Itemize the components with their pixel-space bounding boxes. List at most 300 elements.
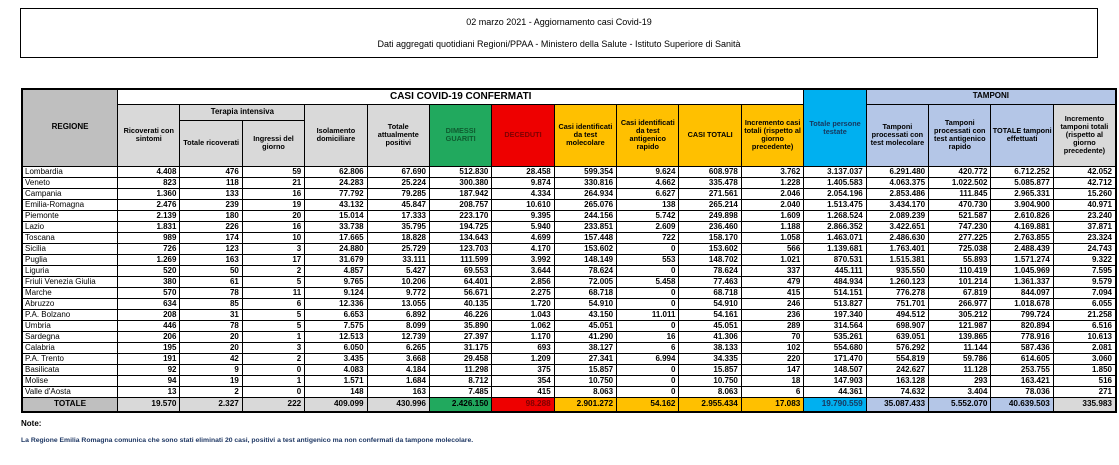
table-row: [22, 254, 1116, 265]
total-incremento-casi: 17.083: [741, 397, 804, 412]
value-cell: 249.898: [679, 210, 741, 221]
value-cell: 2: [180, 386, 242, 397]
table-row: [22, 309, 1116, 320]
value-cell: 12.513: [305, 331, 367, 342]
value-cell: 45.051: [679, 320, 741, 331]
value-cell: 158.170: [679, 232, 741, 243]
value-cell: 20: [180, 342, 242, 353]
col-header-ricoverati: Ricoverati con sintomi: [118, 104, 180, 166]
value-cell: 4.857: [305, 265, 367, 276]
col-header-tamponi-totale: TOTALE tamponi effettuati: [991, 104, 1053, 166]
value-cell: 16: [242, 221, 304, 232]
total-tamponi-totale: 40.639.503: [991, 397, 1053, 412]
total-isolamento: 409.099: [305, 397, 367, 412]
value-cell: 55.893: [929, 254, 991, 265]
value-cell: 59.786: [929, 353, 991, 364]
value-cell: 67.690: [367, 166, 429, 177]
value-cell: 54.161: [679, 309, 741, 320]
value-cell: 123: [180, 243, 242, 254]
value-cell: 236.460: [679, 221, 741, 232]
value-cell: 174: [180, 232, 242, 243]
value-cell: 41.290: [554, 331, 616, 342]
value-cell: 163: [180, 254, 242, 265]
value-cell: 111.599: [429, 254, 491, 265]
value-cell: 153.602: [679, 243, 741, 254]
col-header-casi-antigenico: Casi identificati da test antigenico rapido: [617, 104, 679, 166]
value-cell: 271: [1053, 386, 1116, 397]
value-cell: 6.627: [617, 188, 679, 199]
value-cell: 1.831: [118, 221, 180, 232]
value-cell: 375: [492, 364, 554, 375]
value-cell: 102: [741, 342, 804, 353]
value-cell: 1.684: [367, 375, 429, 386]
value-cell: 148.149: [554, 254, 616, 265]
value-cell: 300.380: [429, 177, 491, 188]
value-cell: 3.992: [492, 254, 554, 265]
value-cell: 3.668: [367, 353, 429, 364]
col-header-incremento-tamponi: Incremento tamponi totali (rispetto al giorno precedente): [1053, 104, 1116, 166]
value-cell: 1.763.401: [866, 243, 928, 254]
value-cell: 46.226: [429, 309, 491, 320]
region-name: Basilicata: [22, 364, 118, 375]
value-cell: 27.397: [429, 331, 491, 342]
value-cell: 3.137.037: [804, 166, 866, 177]
value-cell: 68.718: [554, 287, 616, 298]
value-cell: 35.795: [367, 221, 429, 232]
value-cell: 1.720: [492, 298, 554, 309]
value-cell: 59: [242, 166, 304, 177]
value-cell: 554.819: [866, 353, 928, 364]
total-label: TOTALE: [22, 397, 118, 412]
table-row: [22, 188, 1116, 199]
value-cell: 446: [118, 320, 180, 331]
value-cell: 79.285: [367, 188, 429, 199]
value-cell: 24.283: [305, 177, 367, 188]
value-cell: 23.324: [1053, 232, 1116, 243]
value-cell: 31: [180, 309, 242, 320]
value-cell: 1.018.678: [991, 298, 1053, 309]
value-cell: 9.624: [617, 166, 679, 177]
note-text: La Regione Emilia Romagna comunica che sono stati eliminati 20 casi, positivi a test antigenico ma non confermati da tampone molecolare.: [21, 437, 474, 444]
value-cell: 6.050: [305, 342, 367, 353]
value-cell: 42.712: [1053, 177, 1116, 188]
value-cell: 236: [741, 309, 804, 320]
value-cell: 3.060: [1053, 353, 1116, 364]
table-row: [22, 210, 1116, 221]
value-cell: 693: [492, 342, 554, 353]
table-row: [22, 221, 1116, 232]
value-cell: 1.043: [492, 309, 554, 320]
value-cell: 253.755: [991, 364, 1053, 375]
value-cell: 2: [242, 353, 304, 364]
value-cell: 470.730: [929, 199, 991, 210]
value-cell: 74.632: [866, 386, 928, 397]
region-name: Valle d'Aosta: [22, 386, 118, 397]
value-cell: 12.336: [305, 298, 367, 309]
value-cell: 17.333: [367, 210, 429, 221]
value-cell: 2.856: [492, 276, 554, 287]
covid-data-table: [21, 88, 1117, 413]
value-cell: 271.561: [679, 188, 741, 199]
value-cell: 8.063: [554, 386, 616, 397]
value-cell: 77.792: [305, 188, 367, 199]
value-cell: 163.128: [866, 375, 928, 386]
value-cell: 1.228: [741, 177, 804, 188]
value-cell: 42: [180, 353, 242, 364]
col-header-ti-ingressi: Ingressi del giorno: [242, 120, 304, 166]
value-cell: 6: [242, 298, 304, 309]
value-cell: 21: [242, 177, 304, 188]
total-attualmente-positivi: 430.996: [367, 397, 429, 412]
value-cell: 1.269: [118, 254, 180, 265]
value-cell: 10.206: [367, 276, 429, 287]
table-row: [22, 375, 1116, 386]
col-header-tamponi-molecolare: Tamponi processati con test molecolare: [866, 104, 928, 166]
col-header-attualmente-positivi: Totale attualmente positivi: [367, 104, 429, 166]
value-cell: 134.643: [429, 232, 491, 243]
value-cell: 2.476: [118, 199, 180, 210]
value-cell: 6.265: [367, 342, 429, 353]
value-cell: 41.306: [679, 331, 741, 342]
value-cell: 23.240: [1053, 210, 1116, 221]
region-name: Molise: [22, 375, 118, 386]
value-cell: 85: [180, 298, 242, 309]
note-label: Note:: [21, 419, 42, 428]
value-cell: 1: [242, 331, 304, 342]
value-cell: 0: [617, 298, 679, 309]
value-cell: 61: [180, 276, 242, 287]
region-name: Umbria: [22, 320, 118, 331]
value-cell: 935.550: [866, 265, 928, 276]
region-name: Marche: [22, 287, 118, 298]
value-cell: 118: [180, 177, 242, 188]
value-cell: 2.089.239: [866, 210, 928, 221]
value-cell: 1.045.969: [991, 265, 1053, 276]
value-cell: 78: [180, 320, 242, 331]
value-cell: 33.738: [305, 221, 367, 232]
value-cell: 69.553: [429, 265, 491, 276]
value-cell: 5.742: [617, 210, 679, 221]
table-row: [22, 331, 1116, 342]
value-cell: 9.874: [492, 177, 554, 188]
value-cell: 354: [492, 375, 554, 386]
value-cell: 148.702: [679, 254, 741, 265]
value-cell: 1.515.381: [866, 254, 928, 265]
col-header-isolamento: Isolamento domiciliare: [305, 104, 367, 166]
value-cell: 6.653: [305, 309, 367, 320]
value-cell: 180: [180, 210, 242, 221]
value-cell: 171.470: [804, 353, 866, 364]
value-cell: 698.907: [866, 320, 928, 331]
value-cell: 513.827: [804, 298, 866, 309]
value-cell: 2.139: [118, 210, 180, 221]
value-cell: 6.892: [367, 309, 429, 320]
value-cell: 9.124: [305, 287, 367, 298]
value-cell: 226: [180, 221, 242, 232]
value-cell: 2.866.352: [804, 221, 866, 232]
value-cell: 78.036: [991, 386, 1053, 397]
value-cell: 0: [617, 243, 679, 254]
value-cell: 13: [118, 386, 180, 397]
value-cell: 16: [242, 188, 304, 199]
value-cell: 77.463: [679, 276, 741, 287]
value-cell: 266.977: [929, 298, 991, 309]
value-cell: 15.857: [554, 364, 616, 375]
value-cell: 40.971: [1053, 199, 1116, 210]
table-row: [22, 199, 1116, 210]
value-cell: 244.156: [554, 210, 616, 221]
value-cell: 3.762: [741, 166, 804, 177]
value-cell: 6.712.252: [991, 166, 1053, 177]
value-cell: 1.571: [305, 375, 367, 386]
table-row: [22, 298, 1116, 309]
value-cell: 1.609: [741, 210, 804, 221]
region-name: P.A. Bolzano: [22, 309, 118, 320]
value-cell: 163.421: [991, 375, 1053, 386]
table-header: [22, 89, 1116, 166]
col-header-dimessi-guariti: DIMESSI GUARITI: [429, 104, 491, 166]
value-cell: 4.063.375: [866, 177, 928, 188]
value-cell: 1.188: [741, 221, 804, 232]
col-header-casi-totali: CASI TOTALI: [679, 104, 741, 166]
value-cell: 10.750: [554, 375, 616, 386]
value-cell: 18: [741, 375, 804, 386]
value-cell: 989: [118, 232, 180, 243]
table-row: [22, 243, 1116, 254]
value-cell: 380: [118, 276, 180, 287]
table-row: [22, 166, 1116, 177]
value-cell: 5.085.877: [991, 177, 1053, 188]
value-cell: 21.258: [1053, 309, 1116, 320]
total-ricoverati: 19.570: [118, 397, 180, 412]
value-cell: 38.133: [679, 342, 741, 353]
value-cell: 62.806: [305, 166, 367, 177]
total-incremento-tamponi: 335.983: [1053, 397, 1116, 412]
value-cell: 2.081: [1053, 342, 1116, 353]
value-cell: 521.587: [929, 210, 991, 221]
value-cell: 220: [741, 353, 804, 364]
value-cell: 335.478: [679, 177, 741, 188]
value-cell: 330.816: [554, 177, 616, 188]
region-name: Sicilia: [22, 243, 118, 254]
value-cell: 1.260.123: [866, 276, 928, 287]
value-cell: 147.903: [804, 375, 866, 386]
value-cell: 9.322: [1053, 254, 1116, 265]
value-cell: 31.175: [429, 342, 491, 353]
value-cell: 778.916: [991, 331, 1053, 342]
value-cell: 3.904.900: [991, 199, 1053, 210]
value-cell: 18.828: [367, 232, 429, 243]
region-name: Calabria: [22, 342, 118, 353]
value-cell: 1.513.475: [804, 199, 866, 210]
value-cell: 197.340: [804, 309, 866, 320]
value-cell: 42.052: [1053, 166, 1116, 177]
value-cell: 148.507: [804, 364, 866, 375]
group-header-terapia-intensiva: Terapia intensiva: [180, 104, 305, 120]
value-cell: 2.488.439: [991, 243, 1053, 254]
value-cell: 4.699: [492, 232, 554, 243]
value-cell: 9.765: [305, 276, 367, 287]
value-cell: 512.830: [429, 166, 491, 177]
value-cell: 5: [242, 320, 304, 331]
value-cell: 8.712: [429, 375, 491, 386]
value-cell: 726: [118, 243, 180, 254]
region-name: Campania: [22, 188, 118, 199]
col-header-ti-totale: Totale ricoverati: [180, 120, 242, 166]
value-cell: 2.853.486: [866, 188, 928, 199]
value-cell: 19: [242, 199, 304, 210]
value-cell: 3: [242, 342, 304, 353]
value-cell: 6.516: [1053, 320, 1116, 331]
value-cell: 78: [180, 287, 242, 298]
value-cell: 7.595: [1053, 265, 1116, 276]
value-cell: 2.275: [492, 287, 554, 298]
value-cell: 187.942: [429, 188, 491, 199]
table-row: [22, 364, 1116, 375]
value-cell: 3.435: [305, 353, 367, 364]
value-cell: 10: [242, 232, 304, 243]
value-cell: 40.135: [429, 298, 491, 309]
value-cell: 44.361: [804, 386, 866, 397]
table-row: [22, 353, 1116, 364]
value-cell: 148: [305, 386, 367, 397]
value-cell: 6: [617, 342, 679, 353]
value-cell: 15.260: [1053, 188, 1116, 199]
value-cell: 1.021: [741, 254, 804, 265]
value-cell: 133: [180, 188, 242, 199]
region-name: Lazio: [22, 221, 118, 232]
value-cell: 4.169.881: [991, 221, 1053, 232]
value-cell: 7.485: [429, 386, 491, 397]
value-cell: 1.463.071: [804, 232, 866, 243]
value-cell: 5.940: [492, 221, 554, 232]
value-cell: 5.427: [367, 265, 429, 276]
value-cell: 68.718: [679, 287, 741, 298]
total-casi-molecolare: 2.901.272: [554, 397, 616, 412]
value-cell: 34.335: [679, 353, 741, 364]
title-line-1: 02 marzo 2021 - Aggiornamento casi Covid-19: [466, 17, 652, 27]
value-cell: 223.170: [429, 210, 491, 221]
value-cell: 121.987: [929, 320, 991, 331]
value-cell: 293: [929, 375, 991, 386]
value-cell: 570: [118, 287, 180, 298]
region-name: P.A. Trento: [22, 353, 118, 364]
value-cell: 3.422.651: [866, 221, 928, 232]
value-cell: 0: [617, 287, 679, 298]
value-cell: 11: [242, 287, 304, 298]
value-cell: 92: [118, 364, 180, 375]
value-cell: 3.404: [929, 386, 991, 397]
value-cell: 15.857: [679, 364, 741, 375]
title-box: [20, 8, 1098, 58]
value-cell: 37.871: [1053, 221, 1116, 232]
value-cell: 72.005: [554, 276, 616, 287]
table-row: [22, 177, 1116, 188]
value-cell: 101.214: [929, 276, 991, 287]
value-cell: 5: [242, 276, 304, 287]
value-cell: 50: [180, 265, 242, 276]
value-cell: 614.605: [991, 353, 1053, 364]
value-cell: 94: [118, 375, 180, 386]
value-cell: 45.051: [554, 320, 616, 331]
value-cell: 139.865: [929, 331, 991, 342]
value-cell: 208.757: [429, 199, 491, 210]
value-cell: 31.679: [305, 254, 367, 265]
value-cell: 147: [741, 364, 804, 375]
value-cell: 4.334: [492, 188, 554, 199]
value-cell: 514.151: [804, 287, 866, 298]
value-cell: 820.894: [991, 320, 1053, 331]
value-cell: 776.278: [866, 287, 928, 298]
value-cell: 608.978: [679, 166, 741, 177]
value-cell: 265.214: [679, 199, 741, 210]
value-cell: 11.144: [929, 342, 991, 353]
group-header-tamponi: TAMPONI: [866, 89, 1116, 104]
value-cell: 1.022.502: [929, 177, 991, 188]
value-cell: 17: [242, 254, 304, 265]
region-name: Toscana: [22, 232, 118, 243]
value-cell: 54.910: [554, 298, 616, 309]
table-body: [22, 166, 1116, 397]
value-cell: 6.994: [617, 353, 679, 364]
value-cell: 9.579: [1053, 276, 1116, 287]
value-cell: 195: [118, 342, 180, 353]
value-cell: 7.094: [1053, 287, 1116, 298]
value-cell: 4.170: [492, 243, 554, 254]
region-name: Sardegna: [22, 331, 118, 342]
value-cell: 9.772: [367, 287, 429, 298]
value-cell: 25.729: [367, 243, 429, 254]
title-line-2: Dati aggregati quotidiani Regioni/PPAA - Ministero della Salute - Istituto Superiore di Sanità: [377, 39, 741, 49]
table-row: [22, 342, 1116, 353]
value-cell: 305.212: [929, 309, 991, 320]
value-cell: 1.062: [492, 320, 554, 331]
value-cell: 45.847: [367, 199, 429, 210]
value-cell: 64.401: [429, 276, 491, 287]
value-cell: 6.055: [1053, 298, 1116, 309]
value-cell: 4.662: [617, 177, 679, 188]
value-cell: 0: [617, 375, 679, 386]
value-cell: 725.038: [929, 243, 991, 254]
value-cell: 2.046: [741, 188, 804, 199]
value-cell: 823: [118, 177, 180, 188]
value-cell: 4.408: [118, 166, 180, 177]
value-cell: 153.602: [554, 243, 616, 254]
value-cell: 639.051: [866, 331, 928, 342]
value-cell: 2: [242, 265, 304, 276]
value-cell: 420.772: [929, 166, 991, 177]
value-cell: 33.111: [367, 254, 429, 265]
value-cell: 3.434.170: [866, 199, 928, 210]
total-casi-totali: 2.955.434: [679, 397, 741, 412]
value-cell: 0: [617, 386, 679, 397]
value-cell: 1.405.583: [804, 177, 866, 188]
value-cell: 314.564: [804, 320, 866, 331]
table-row: [22, 386, 1116, 397]
value-cell: 2.486.630: [866, 232, 928, 243]
value-cell: 277.225: [929, 232, 991, 243]
value-cell: 747.230: [929, 221, 991, 232]
col-header-incremento-casi: Incremento casi totali (rispetto al giorno precedente): [741, 104, 804, 166]
value-cell: 1.209: [492, 353, 554, 364]
value-cell: 191: [118, 353, 180, 364]
region-name: Friuli Venezia Giulia: [22, 276, 118, 287]
value-cell: 15.014: [305, 210, 367, 221]
group-header-casi-confermati: CASI COVID-19 CONFERMATI: [118, 89, 804, 104]
value-cell: 9.395: [492, 210, 554, 221]
value-cell: 28.458: [492, 166, 554, 177]
value-cell: 599.354: [554, 166, 616, 177]
